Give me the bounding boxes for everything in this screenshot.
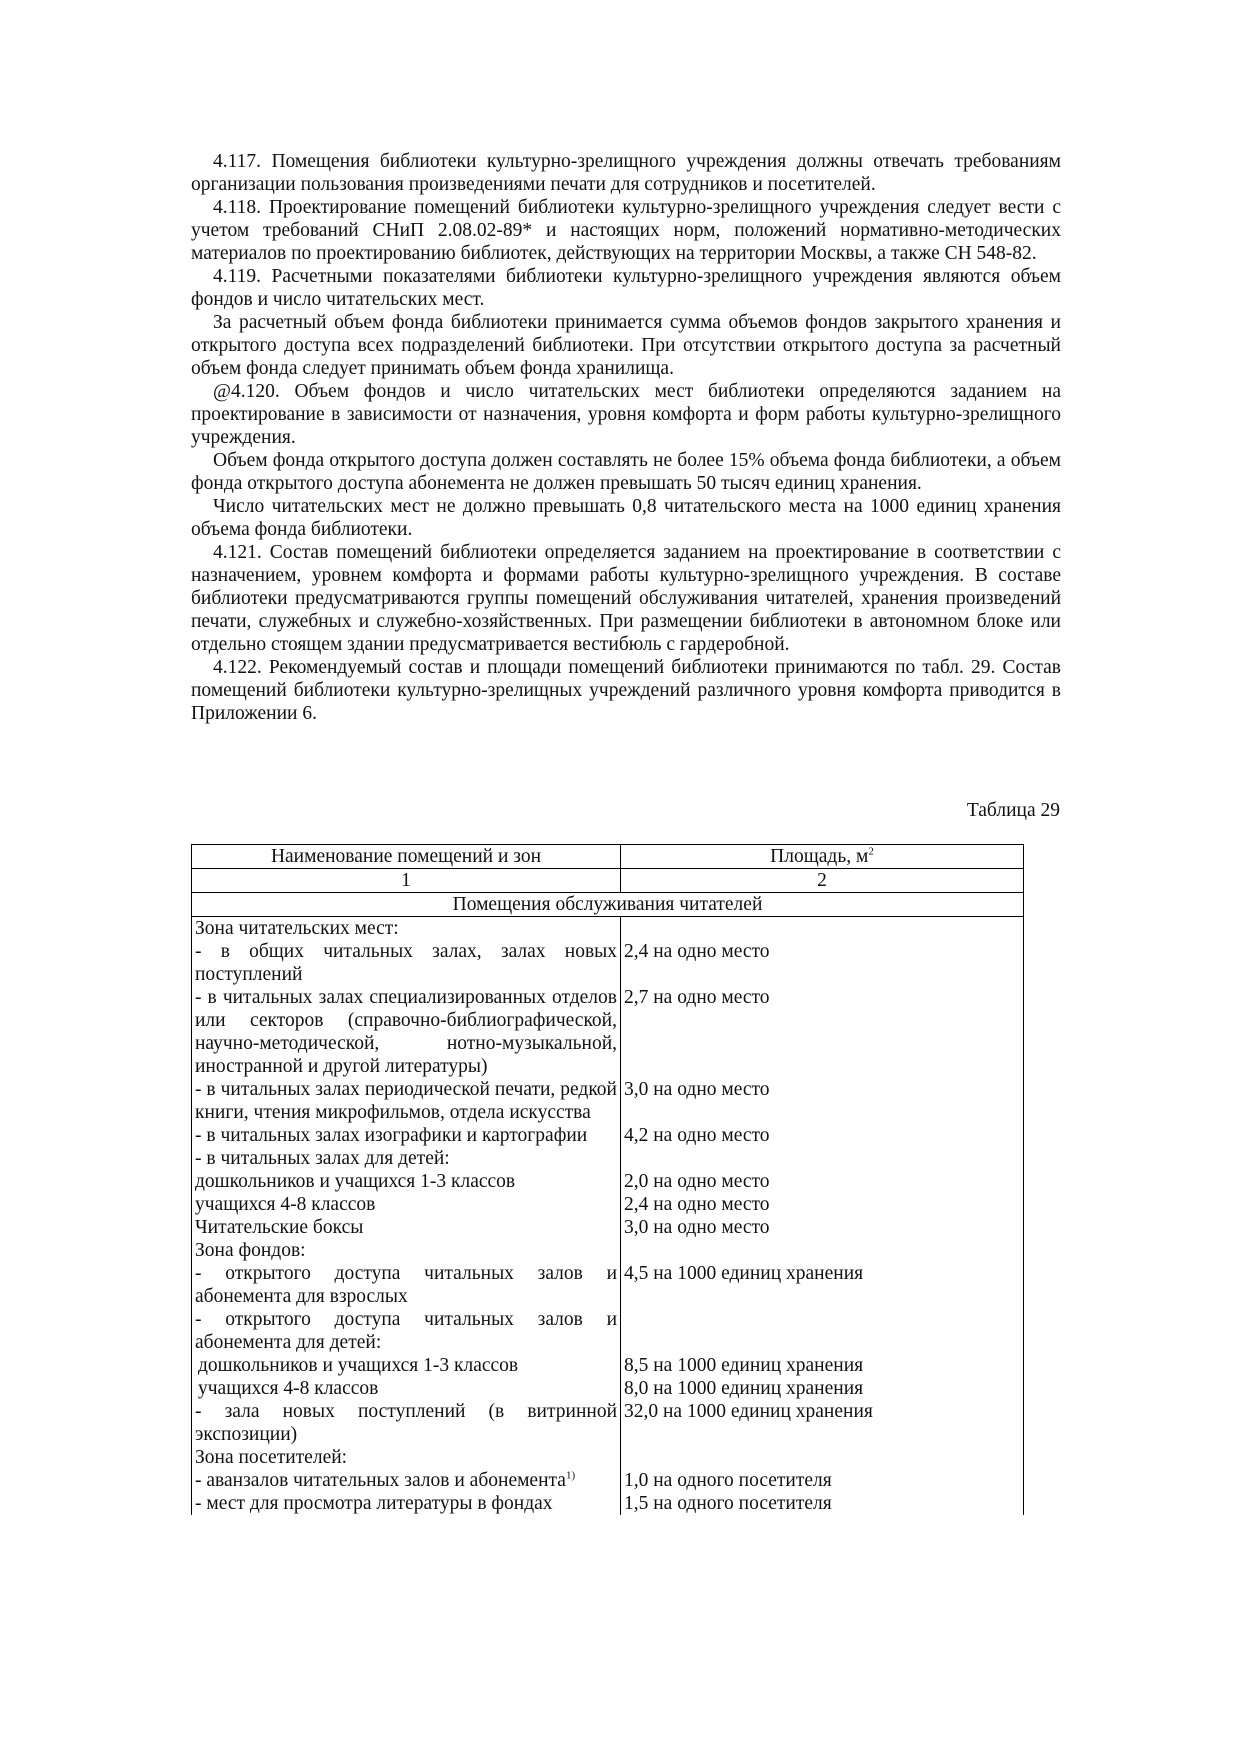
paragraph: 4.119. Расчетными показателями библиотеки культурно-зрелищного учреждения являются объем фондов и число читательских мест.: [191, 266, 1061, 310]
room-name: Зона читательских мест:: [192, 917, 621, 941]
column-number: 2: [621, 869, 1024, 893]
table-row: [192, 1239, 1024, 1262]
header-area: Площадь, $м^2$: [621, 845, 1024, 869]
section-row: [192, 893, 1024, 917]
paragraph: Объем фонда открытого доступа должен составлять не более 15% объема фонда библиотеки, а объем фонда открытого доступа абонемента не должен превышать 50 тысяч единиц хранения.: [191, 450, 1061, 494]
room-area: 3,0 на одно место: [621, 1216, 1024, 1239]
room-area: 2,4 на одно место: [621, 940, 1024, 986]
room-name: - в читальных залах периодической печати, редкой книги, чтения микрофильмов, отдела искусства: [192, 1078, 621, 1124]
room-name: дошкольников и учащихся 1-3 классов: [192, 1354, 621, 1377]
room-name: - в читальных залах изографики и картографии: [192, 1124, 621, 1147]
table-row: [192, 1124, 1024, 1147]
room-area: [621, 1147, 1024, 1170]
room-area: 32,0 на 1000 единиц хранения: [621, 1400, 1024, 1446]
table-row: [192, 1170, 1024, 1193]
column-number-row: [192, 869, 1024, 893]
table-row: [192, 1078, 1024, 1124]
section-title: Помещения обслуживания читателей: [192, 893, 1024, 917]
room-name: - в читальных залах для детей:: [192, 1147, 621, 1170]
room-area: 2,4 на одно место: [621, 1193, 1024, 1216]
area-table: [191, 844, 1024, 1515]
table-caption: Таблица 29: [966, 800, 1060, 821]
column-number: 1: [192, 869, 621, 893]
room-area: 4,2 на одно место: [621, 1124, 1024, 1147]
room-area: [621, 917, 1024, 941]
paragraph: 4.117. Помещения библиотеки культурно-зрелищного учреждения должны отвечать требованиям организации пользования произведениями печати для сотрудников и посетителей.: [191, 151, 1061, 195]
room-name: учащихся 4-8 классов: [192, 1377, 621, 1400]
paragraph: За расчетный объем фонда библиотеки принимается сумма объемов фондов закрытого хранения и открытого доступа всех подразделений библиотеки. При отсутствии открытого доступа за расчетный объем фонда следует принимать объем фонда хранилища.: [191, 312, 1061, 379]
table-container: [191, 844, 1023, 1514]
table-row: [192, 1400, 1024, 1446]
body-text: [191, 150, 1061, 725]
table-row: [192, 1147, 1024, 1170]
room-name: учащихся 4-8 классов: [192, 1193, 621, 1216]
room-name: Зона фондов:: [192, 1239, 621, 1262]
table-row: [192, 1308, 1024, 1354]
room-area: [621, 1308, 1024, 1354]
table-row: [192, 1492, 1024, 1515]
room-name: - мест для просмотра литературы в фондах: [192, 1492, 621, 1515]
room-name: Зона посетителей:: [192, 1446, 621, 1469]
room-area: 2,0 на одно место: [621, 1170, 1024, 1193]
footnote-marker: 1): [565, 1469, 576, 1482]
room-name: - аванзалов читательных залов и абонемента$^{1)}$: [192, 1469, 621, 1492]
header-name: Наименование помещений и зон: [192, 845, 621, 869]
table-row: [192, 1262, 1024, 1308]
table-row: [192, 1377, 1024, 1400]
room-area: 1,5 на одного посетителя: [621, 1492, 1024, 1515]
table-row: [192, 986, 1024, 1078]
paragraph: 4.122. Рекомендуемый состав и площади помещений библиотеки принимаются по табл. 29. Состав помещений библиотеки культурно-зрелищных учреждений различного уровня комфорта приводится в Приложении 6.: [191, 657, 1061, 724]
table-row: [192, 1216, 1024, 1239]
room-name: - в читальных залах специализированных отделов или секторов (справочно-библиографической, научно-методической, нотно-музыкальной, иностранной и другой литературы): [192, 986, 621, 1078]
room-area: 8,5 на 1000 единиц хранения: [621, 1354, 1024, 1377]
room-area: [621, 1446, 1024, 1469]
room-area: 8,0 на 1000 единиц хранения: [621, 1377, 1024, 1400]
room-area: 4,5 на 1000 единиц хранения: [621, 1262, 1024, 1308]
room-name: - зала новых поступлений (в витринной экспозиции): [192, 1400, 621, 1446]
room-name: - открытого доступа читальных залов и абонемента для взрослых: [192, 1262, 621, 1308]
table-row: [192, 940, 1024, 986]
room-name: Читательские боксы: [192, 1216, 621, 1239]
paragraph: Число читательских мест не должно превышать 0,8 читательского места на 1000 единиц хранения объема фонда библиотеки.: [191, 496, 1061, 540]
table-row: [192, 1193, 1024, 1216]
room-name: дошкольников и учащихся 1-3 классов: [192, 1170, 621, 1193]
table-row: [192, 1354, 1024, 1377]
paragraph: 4.121. Состав помещений библиотеки определяется заданием на проектирование в соответствии с назначением, уровнем комфорта и формами работы культурно-зрелищного учреждения. В составе библиотеки предусматриваются группы помещений обслуживания читателей, хранения произведений печати, служебных и служебно-хозяйственных. При размещении библиотеки в автономном блоке или отдельно стоящем здании предусматривается вестибюль с гардеробной.: [191, 542, 1061, 655]
table-row: [192, 917, 1024, 941]
table-row: [192, 1469, 1024, 1492]
room-area: 3,0 на одно место: [621, 1078, 1024, 1124]
room-area: 1,0 на одного посетителя: [621, 1469, 1024, 1492]
paragraph: 4.118. Проектирование помещений библиотеки культурно-зрелищного учреждения следует вести с учетом требований СНиП 2.08.02-89* и настоящих норм, положений нормативно-методических материалов по проектированию библиотек, действующих на территории Москвы, а также СН 548-82.: [191, 197, 1061, 264]
table-row: [192, 1446, 1024, 1469]
table-header-row: [192, 845, 1024, 869]
paragraph: @4.120. Объем фондов и число читательских мест библиотеки определяются заданием на проектирование в зависимости от назначения, уровня комфорта и форм работы культурно-зрелищного учреждения.: [191, 381, 1061, 448]
room-area: 2,7 на одно место: [621, 986, 1024, 1078]
room-area: [621, 1239, 1024, 1262]
room-name: - открытого доступа читальных залов и абонемента для детей:: [192, 1308, 621, 1354]
room-name: - в общих читальных залах, залах новых поступлений: [192, 940, 621, 986]
